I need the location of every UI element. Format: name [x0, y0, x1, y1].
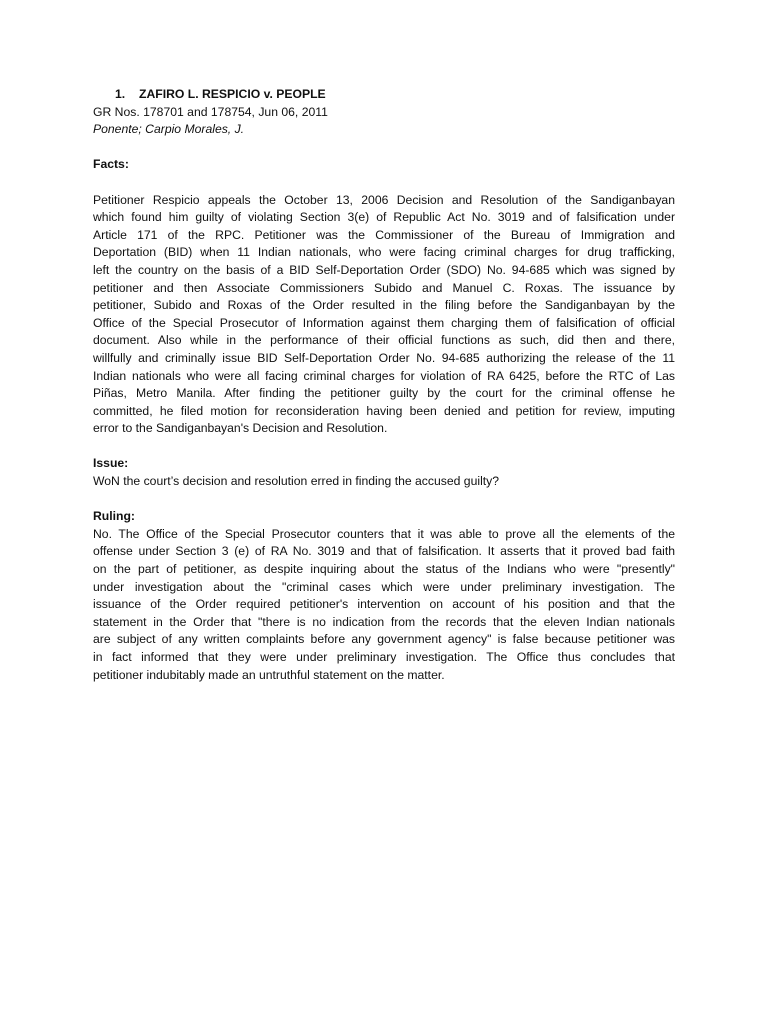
ruling-line: on the part of petitioner, as despite inquiring about the status of the Indians who were "presently": [93, 562, 675, 577]
facts-line: Piñas, Metro Manila. After finding the petitioner guilty by the court for the criminal offense he: [93, 386, 675, 401]
facts-line: left the country on the basis of a BID Self-Deportation Order (SDO) No. 94-685 which was signed by: [93, 262, 675, 277]
case-title: ZAFIRO L. RESPICIO v. PEOPLE: [139, 87, 326, 101]
spacer: [93, 438, 675, 456]
ruling-line: issuance of the Order required petitioner's intervention on account of his position and that the: [93, 597, 675, 612]
ruling-line: are subject of any written complaints before any government agency" is false because petitioner was: [93, 632, 675, 647]
facts-line: error to the Sandiganbayan's Decision and Resolution.: [93, 421, 388, 436]
facts-line: Indian nationals who were all facing criminal charges for violation of RA 6425, before the RTC of Las: [93, 368, 675, 383]
issue-label: Issue:: [93, 456, 129, 471]
case-number: 1.: [115, 87, 126, 101]
facts-line: willfully and criminally issue BID Self-Deportation Order No. 94-685 authorizing the release of the 11: [93, 350, 675, 365]
facts-line: Office of the Special Prosecutor of Information against them charging them of falsification of official: [93, 315, 675, 330]
spacer: [93, 491, 675, 509]
ruling-line: in fact informed that they were under preliminary investigation. The Office thus concludes that: [93, 650, 675, 664]
ruling-line: under investigation about the "criminal cases which were under preliminary investigation. The: [93, 579, 675, 594]
facts-label: Facts:: [93, 157, 129, 172]
ponente: Ponente; Carpio Morales, J.: [93, 122, 245, 137]
ruling-paragraph: [93, 526, 675, 684]
ruling-label: Ruling:: [93, 509, 135, 524]
facts-line: petitioner and then Associate Commissioners Subido and Manuel C. Roxas. The issuance by: [93, 280, 675, 295]
facts-line: Petitioner Respicio appeals the October 13, 2006 Decision and Resolution of the Sandiganbayan: [93, 192, 675, 207]
spacer: [93, 174, 675, 192]
facts-line: which found him guilty of violating Section 3(e) of Republic Act No. 3019 and of falsification under: [93, 210, 675, 225]
facts-line: committed, he filed motion for reconsideration having been denied and petition for review, imputing: [93, 403, 675, 418]
facts-line: Article 171 of the RPC. Petitioner was the Commissioner of the Bureau of Immigration and: [93, 227, 675, 242]
facts-line: document. Also while in the performance of their official functions as such, did then and there,: [93, 333, 675, 348]
ruling-line: offense under Section 3 (e) of RA No. 3019 and that of falsification. It asserts that it proved bad faith: [93, 544, 675, 559]
facts-paragraph: [93, 192, 675, 438]
gr-number: GR Nos. 178701 and 178754, Jun 06, 2011: [93, 104, 328, 119]
facts-line: petitioner, Subido and Roxas of the Order resulted in the filing before the Sandiganbayan by the: [93, 298, 675, 313]
facts-line: Deportation (BID) when 11 Indian nationals, who were facing criminal charges for drug trafficking,: [93, 245, 675, 260]
ruling-line: statement in the Order that "there is no indication from the records that the eleven Indian nationals: [93, 614, 675, 629]
ruling-line: No. The Office of the Special Prosecutor counters that it was able to prove all the elements of the: [93, 526, 675, 541]
issue-text: WoN the court’s decision and resolution erred in finding the accused guilty?: [93, 474, 500, 489]
spacer: [93, 139, 675, 157]
document-page: [93, 86, 675, 684]
case-heading: [115, 86, 675, 104]
ruling-line: petitioner indubitably made an untruthful statement on the matter.: [93, 667, 445, 682]
